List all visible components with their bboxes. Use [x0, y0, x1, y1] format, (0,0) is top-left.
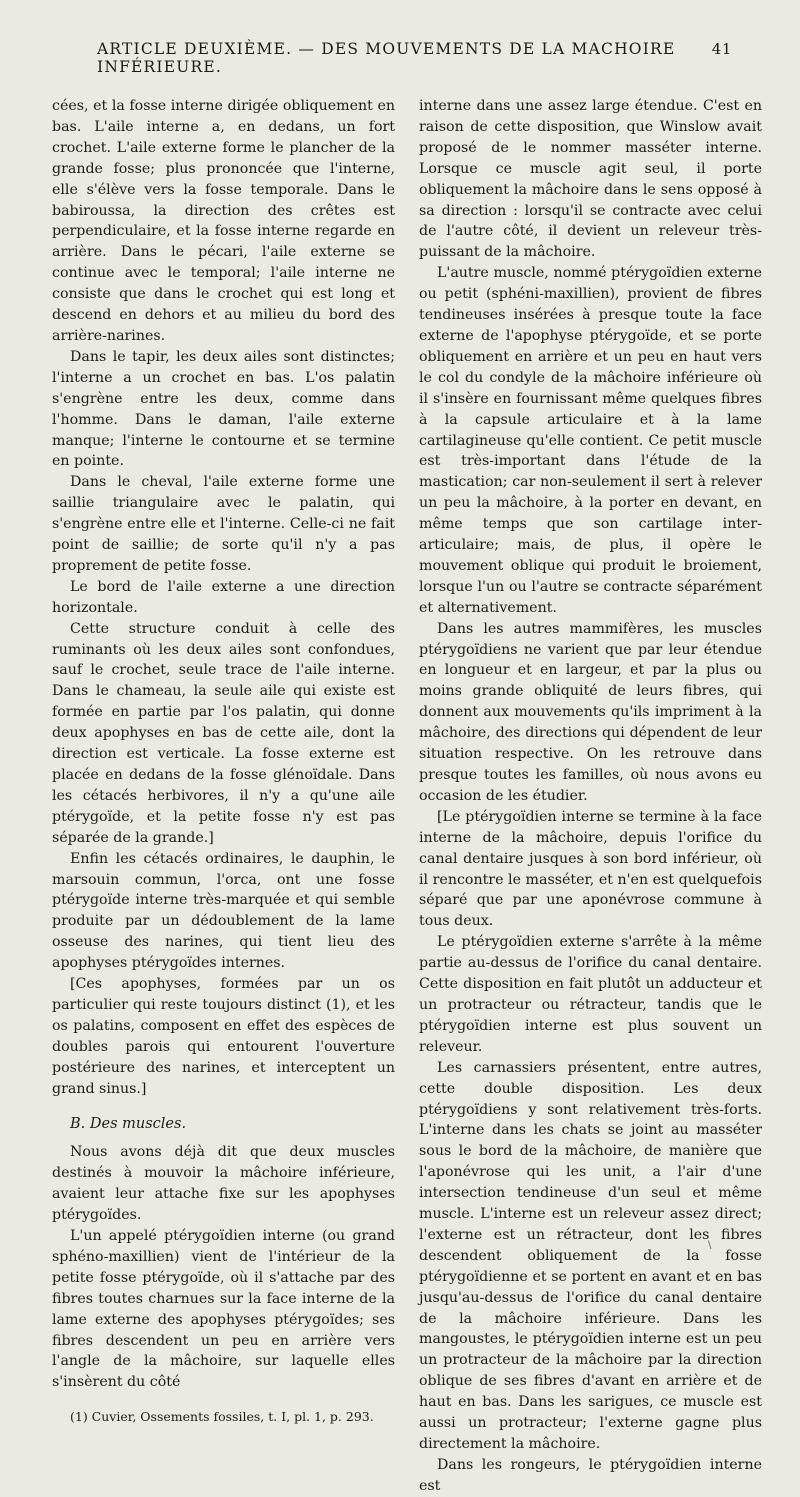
page-header	[97, 40, 732, 76]
paragraph: Nous avons déjà dit que deux muscles destinés à mouvoir la mâchoire inférieure, avaient leur attache fixe sur les apophyses ptérygoïdes.	[52, 1144, 395, 1224]
paragraph: Le ptérygoïdien externe s'arrête à la même partie au-dessus de l'orifice du canal dentaire. Cette disposition en fait plutôt un adducteur et un protracteur ou rétracteur, tandis que le ptérygoïdien interne est plus souvent un releveur.	[419, 934, 762, 1055]
paragraph: [Le ptérygoïdien interne se termine à la face interne de la mâchoire, depuis l'orifice du canal dentaire jusques à son bord inférieur, où il rencontre le masséter, et n'en est quelquefois séparé que par une aponévrose commune à tous deux.	[419, 808, 762, 930]
two-column-body	[52, 96, 762, 1497]
paragraph: Dans les rongeurs, le ptérygoïdien interne est	[419, 1456, 762, 1494]
paragraph: interne dans une assez large étendue. C'est en raison de cette disposition, que Winslow avait proposé de le nommer masséter interne. Lorsque ce muscle agit seul, il porte obliquement la mâchoire dans le sens opposé à sa direction : lorsqu'il se contracte avec celui de l'autre côté, il devient un releveur très-puissant de la mâchoire.	[419, 98, 762, 261]
paragraph: L'autre muscle, nommé ptérygoïdien externe ou petit (sphéni-maxillien), provient de fibres tendineuses insérées à presque toute la face externe de l'apophyse ptérygoïde, et se porte obliquement en arrière et un peu en haut vers le col du condyle de la mâchoire inférieure où il s'insère en fournissant même quelques fibres à la capsule articulaire et à la lame cartilagineuse qu'elle contient. Ce petit muscle est très-important dans l'étude de la mastication; car non-seulement il sert à relever un peu la mâchoire, à la porter en devant, en même temps que son cartilage inter-articulaire; mais, de plus, il opère le mouvement oblique qui produit le broiement, lorsque l'un ou l'autre se contracte séparément et alternativement.	[419, 265, 762, 616]
paragraph: Le bord de l'aile externe a une direction horizontale.	[52, 578, 395, 616]
paragraph: cées, et la fosse interne dirigée obliquement en bas. L'aile interne a, en dedans, un fort crochet. L'aile externe forme le plancher de la grande fosse; plus prononcée que l'interne, elle s'élève vers la fosse temporale. Dans le babiroussa, la direction des crêtes est perpendiculaire, et la fosse interne regarde en arrière. Dans le pécari, l'aile externe se continue avec le temporal; l'aile interne ne consiste que dans le crochet qui est long et descend en dehors et au milieu du bord des arrière-narines.	[52, 98, 395, 344]
paragraph: Les carnassiers présentent, entre autres, cette double disposition. Les deux ptérygoïdiens y sont relativement très-forts. L'interne dans les chats se joint au masséter sous le bord de la mâchoire, de manière que l'aponévrose qui les unit, a l'air d'une intersection tendineuse d'un seul et même muscle. L'interne est un releveur assez direct; l'externe est un rétracteur, dont les fibres descendent obliquement de la fosse ptérygoïdienne et se portent en avant et en bas jusqu'au-dessus de l'orifice du canal dentaire de la mâchoire inférieure. Dans les mangoustes, le ptérygoïdien interne est un peu un protracteur de la mâchoire par la direction oblique de ses fibres d'avant en arrière et de haut en bas. Dans les sarigues, ce muscle est aussi un protracteur; l'externe gagne plus directement la mâchoire.	[419, 1059, 762, 1452]
paragraph: Cette structure conduit à celle des ruminants où les deux ailes sont confondues, sauf le crochet, seule trace de l'aile interne. Dans le chameau, la seule aile qui existe est formée en partie par l'os palatin, qui donne deux apophyses en bas de cette aile, dont la direction est verticale. La fosse externe est placée en dedans de la fosse glénoïdale. Dans les cétacés herbivores, il n'y a qu'une aile ptérygoïde, et la petite fosse n'y est pas séparée de la grande.]	[52, 620, 395, 846]
running-head: ARTICLE DEUXIÈME. — DES MOUVEMENTS DE LA MACHOIRE INFÉRIEURE.	[97, 40, 676, 76]
paragraph: Dans le cheval, l'aile externe forme une saillie triangulaire avec le palatin, qui s'engrène entre elle et l'interne. Celle-ci ne fait point de saillie; de sorte qu'il n'y a pas proprement de petite fosse.	[52, 474, 395, 574]
page-number: 41	[711, 40, 732, 58]
right-column	[419, 96, 762, 1497]
paragraph: Enfin les cétacés ordinaires, le dauphin, le marsouin commun, l'orca, ont une fosse ptérygoïde interne très-marquée et qui semble produite par un dédoublement de la lame osseuse des narines, qui tient lieu des apophyses ptérygoïdes internes.	[52, 850, 395, 972]
paragraph: Dans les autres mammifères, les muscles ptérygoïdiens ne varient que par leur étendue en longueur et en largeur, et par la plus ou moins grande obliquité de leurs fibres, qui donnent aux mouvements qu'ils impriment à la mâchoire, des directions qui dépendent de leur situation respective. On les retrouve dans presque toutes les familles, où nous avons eu occasion de les étudier.	[419, 620, 762, 804]
section-heading: B. Des muscles.	[70, 1115, 187, 1132]
paragraph: L'un appelé ptérygoïdien interne (ou grand sphéno-maxillien) vient de l'intérieur de la petite fosse ptérygoïde, où il s'attache par des fibres toutes charnues sur la face interne de la lame externe des apophyses ptérygoïdes; ses fibres descendent un peu en arrière vers l'angle de la mâchoire, sur laquelle elles s'insèrent du côté	[52, 1228, 395, 1391]
paragraph: Dans le tapir, les deux ailes sont distinctes; l'interne a un crochet en bas. L'os palatin s'engrène entre les deux, comme dans l'homme. Dans le daman, l'aile externe manque; l'interne le contourne et se termine en pointe.	[52, 348, 395, 470]
left-column	[52, 96, 395, 1497]
stray-mark: \	[708, 1240, 712, 1251]
paragraph: [Ces apophyses, formées par un os particulier qui reste toujours distinct (1), et les os palatins, composent en effet des espèces de doubles parois qui entourent l'ouverture postérieure des narines, et interceptent un grand sinus.]	[52, 976, 395, 1097]
footnote: (1) Cuvier, Ossements fossiles, t. I, pl. 1, p. 293.	[70, 1409, 374, 1425]
